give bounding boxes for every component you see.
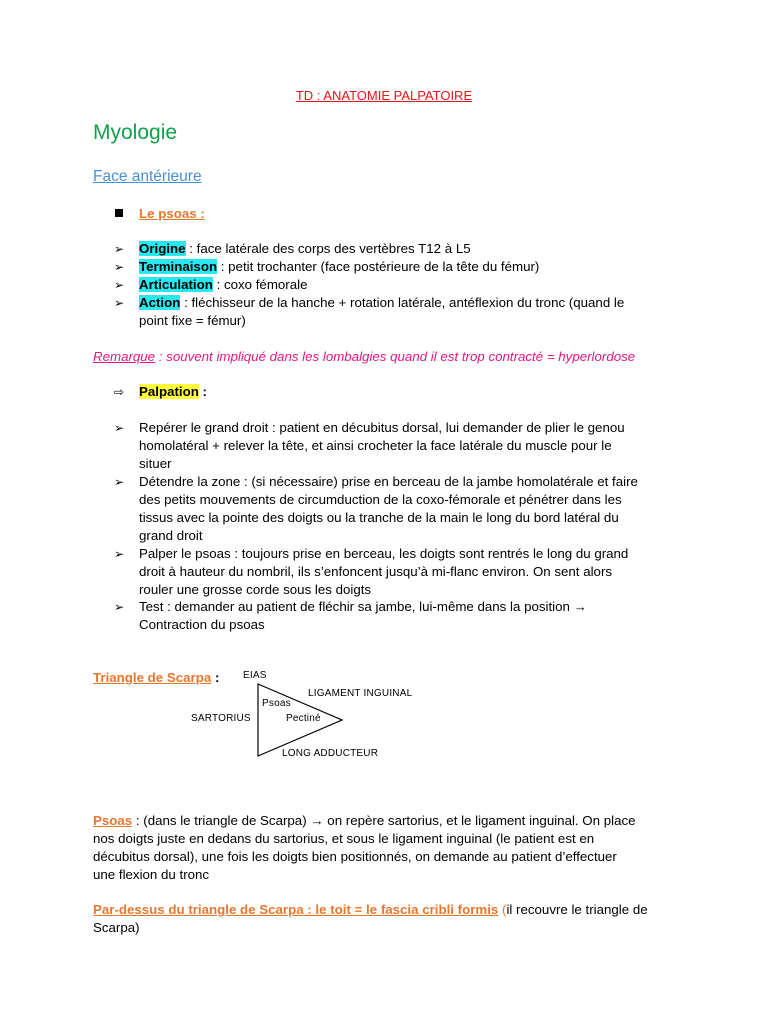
pardessus-paren: ( xyxy=(498,902,507,917)
label-psoas: Psoas xyxy=(262,698,291,709)
step-line: Repérer le grand droit : patient en décubitus dorsal, lui demander de plier le genou xyxy=(139,420,625,435)
step-line: Contraction du psoas xyxy=(139,617,265,632)
property-key: Action xyxy=(139,295,181,310)
step-line: homolatéral + relever la tête, et ainsi crocheter la face latérale du muscle pour le xyxy=(139,438,612,453)
arrow-bullet-icon: ➢ xyxy=(114,421,125,435)
property-terminaison xyxy=(139,258,679,276)
arrow-bullet-icon: ➢ xyxy=(114,278,125,292)
property-action xyxy=(139,294,679,312)
step-line: grand droit xyxy=(139,528,203,543)
step-line: des petits mouvements de circumduction de la coxo-fémorale et pénétrer dans les xyxy=(139,492,622,507)
psoas-heading: Le psoas : xyxy=(139,206,205,221)
palpation-heading xyxy=(139,383,679,401)
hollow-arrow-icon: ⇨ xyxy=(114,385,125,399)
pardessus-label: Par-dessus du triangle de Scarpa : le toit = le fascia cribli formis xyxy=(93,902,499,917)
step-line: Détendre la zone : (si nécessaire) prise en berceau de la jambe homolatérale et faire xyxy=(139,474,638,489)
scarpa-suffix: : xyxy=(211,670,220,685)
step-line: Palper le psoas : toujours prise en berceau, les doigts sont rentrés le long du grand xyxy=(139,546,629,561)
property-text: : coxo fémorale xyxy=(212,277,308,292)
remarque-text: : souvent impliqué dans les lombalgies quand il est trop contracté = hyperlordose xyxy=(155,349,636,364)
pardessus-line-2: Scarpa) xyxy=(93,920,140,935)
label-long-adducteur: LONG ADDUCTEUR xyxy=(282,748,379,759)
psoas-paragraph-line: nos doigts juste en dedans du sartorius, et sous le ligament inguinal (le patient est en xyxy=(93,831,595,846)
palpation-label: Palpation xyxy=(139,384,199,399)
arrow-bullet-icon: ➢ xyxy=(114,600,125,614)
step-line: droit à hauteur du nombril, ils s’enfoncent jusqu’à mi-flanc environ. On sent alors xyxy=(139,564,613,579)
label-sartorius: SARTORIUS xyxy=(191,713,251,724)
step-line: situer xyxy=(139,456,172,471)
arrow-bullet-icon: ➢ xyxy=(114,260,125,274)
property-articulation xyxy=(139,276,679,294)
section-heading: Myologie xyxy=(93,121,178,144)
psoas-para-text: : (dans le triangle de Scarpa) → on repère sartorius, et le ligament inguinal. On place xyxy=(132,813,636,828)
arrow-bullet-icon: ➢ xyxy=(114,475,125,489)
arrow-bullet-icon: ➢ xyxy=(114,296,125,310)
pardessus-text: il recouvre le triangle de xyxy=(506,902,648,917)
label-eias: EIAS xyxy=(243,670,267,681)
scarpa-heading xyxy=(93,669,219,687)
property-text: : face latérale des corps des vertèbres T12 à L5 xyxy=(185,241,471,256)
property-key: Origine xyxy=(139,241,186,256)
remarque-note xyxy=(93,348,673,366)
property-key: Articulation xyxy=(139,277,213,292)
label-ligament-inguinal: LIGAMENT INGUINAL xyxy=(308,688,413,699)
property-origine xyxy=(139,240,679,258)
pardessus-line xyxy=(93,901,673,919)
arrow-bullet-icon: ➢ xyxy=(114,242,125,256)
psoas-para-label: Psoas xyxy=(93,813,133,828)
subsection-heading: Face antérieure xyxy=(93,168,202,185)
step-line: rouler une grosse corde sous les doigts xyxy=(139,582,372,597)
step-line: tissus avec la pointe des doigts ou la tranche de la main le long du bord latéral du xyxy=(139,510,619,525)
psoas-paragraph-line: une flexion du tronc xyxy=(93,867,210,882)
property-action-cont: point fixe = fémur) xyxy=(139,313,246,328)
arrow-bullet-icon: ➢ xyxy=(114,547,125,561)
palpation-suffix: : xyxy=(198,384,207,399)
square-bullet-icon xyxy=(115,209,123,217)
psoas-paragraph-line: décubitus dorsal), une fois les doigts bien positionnés, on demande au patient d’effectuer xyxy=(93,849,617,864)
document-title: TD : ANATOMIE PALPATOIRE xyxy=(295,88,473,103)
property-text: : petit trochanter (face postérieure de la tête du fémur) xyxy=(217,259,540,274)
property-key: Terminaison xyxy=(139,259,218,274)
remarque-label: Remarque xyxy=(93,349,156,364)
property-text: : fléchisseur de la hanche + rotation latérale, antéflexion du tronc (quand le xyxy=(180,295,625,310)
label-pectine: Pectiné xyxy=(286,713,321,724)
step-line: Test : demander au patient de fléchir sa jambe, lui-même dans la position → xyxy=(139,599,587,614)
scarpa-label: Triangle de Scarpa xyxy=(93,670,212,685)
psoas-paragraph-line xyxy=(93,812,673,830)
